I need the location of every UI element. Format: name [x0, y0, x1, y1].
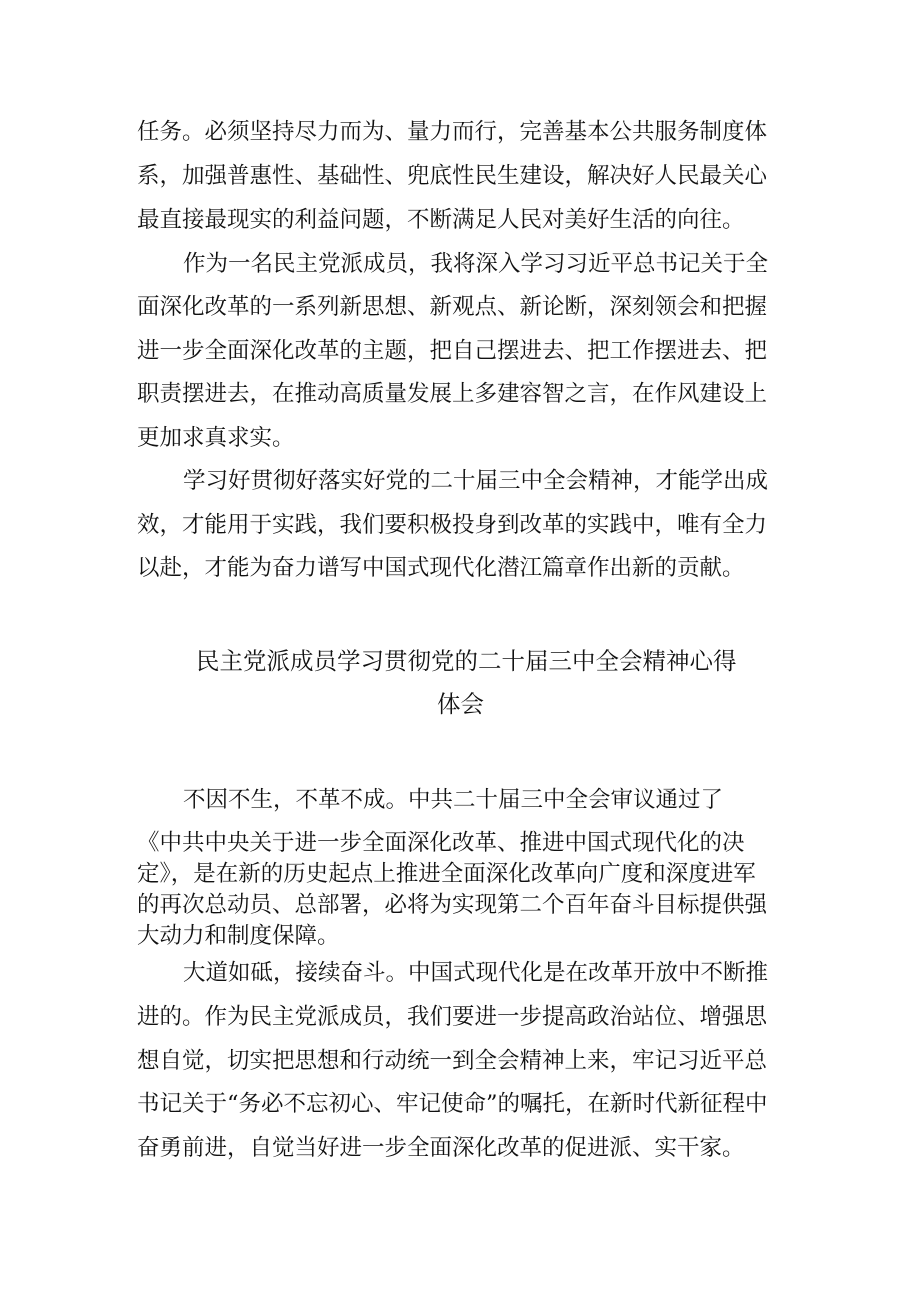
text-line: 书记关于“务必不忘初心、牢记使命”的嘱托，在新时代新征程中 [137, 1091, 768, 1117]
text-line: 《中共中央关于进一步全面深化改革、推进中国式现代化的决 [137, 830, 745, 856]
text-line: 系，加强普惠性、基础性、兜底性民生建设，解决好人民最关心 [137, 163, 768, 189]
text-line: 最直接最现实的利益问题，不断满足人民对美好生活的向往。 [137, 207, 745, 233]
text-line: 的再次总动员、总部署，必将为实现第二个百年奋斗目标提供强 [137, 892, 768, 918]
text-line: 职责摆进去，在推动高质量发展上多建容智之言，在作风建设上 [137, 381, 768, 407]
text-line: 想自觉，切实把思想和行动统一到全会精神上来，牢记习近平总 [137, 1048, 768, 1074]
text-line: 更加求真求实。 [137, 425, 295, 451]
text-line: 效，才能用于实践，我们要积极投身到改革的实践中，唯有全力 [137, 512, 768, 538]
text-line: 以赴，才能为奋力谱写中国式现代化潜江篇章作出新的贡献。 [137, 555, 745, 581]
text-line: 任务。必须坚持尽力而为、量力而行，完善基本公共服务制度体 [137, 119, 768, 145]
text-line: 定》，是在新的历史起点上推进全面深化改革向广度和深度进军 [137, 861, 756, 887]
text-line: 学习好贯彻好落实好党的二十届三中全会精神，才能学出成 [183, 468, 769, 494]
article-title-line: 民主党派成员学习贯彻党的二十届三中全会精神心得 [196, 647, 737, 675]
text-line: 进一步全面深化改革的主题，把自己摆进去、把工作摆进去、把 [137, 338, 768, 364]
text-line: 面深化改革的一系列新思想、新观点、新论断，深刻领会和把握 [137, 294, 768, 320]
text-line: 奋勇前进，自觉当好进一步全面深化改革的促进派、实干家。 [137, 1135, 745, 1161]
text-line: 大道如砥，接续奋斗。中国式现代化是在改革开放中不断推 [183, 960, 769, 986]
text-line: 大动力和制度保障。 [137, 923, 340, 949]
text-line: 作为一名民主党派成员，我将深入学习习近平总书记关于全 [183, 251, 769, 277]
text-line: 不因不生，不革不成。中共二十届三中全会审议通过了 [183, 787, 724, 813]
text-line: 进的。作为民主党派成员，我们要进一步提高政治站位、增强思 [137, 1004, 768, 1030]
article-title-line: 体会 [437, 690, 484, 718]
